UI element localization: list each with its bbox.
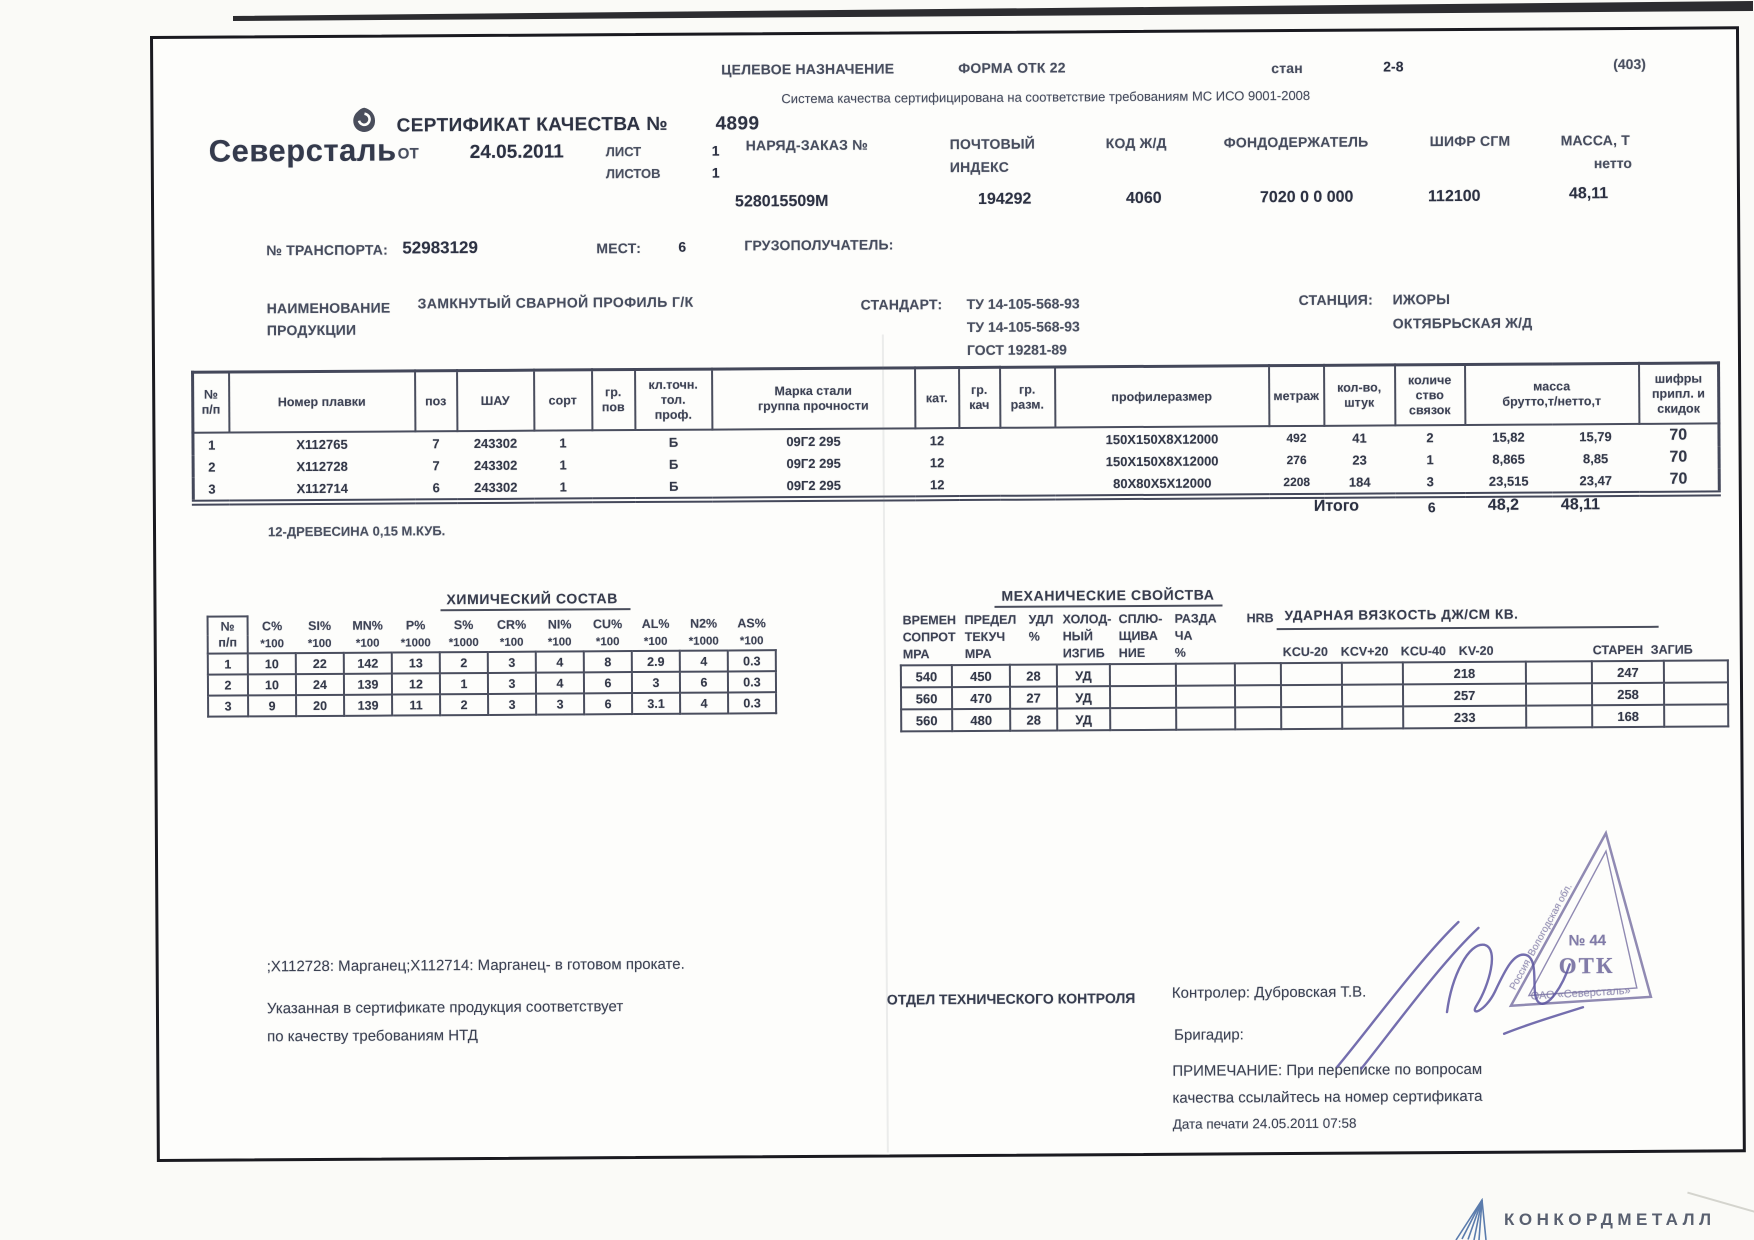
stamp-org-text: ОАО «Северсталь»: [1530, 984, 1631, 1003]
places-label: МЕСТ:: [596, 240, 642, 257]
table-cell: 6: [432, 479, 440, 495]
table-cell: 139: [344, 674, 392, 695]
table-cell: Б: [668, 456, 679, 472]
mech-col-header-tensile: ВРЕМЕН СОПРОТ МРА: [902, 613, 957, 662]
table-cell: [592, 475, 635, 500]
chem-element: C%: [261, 618, 283, 633]
table-cell: 7: [432, 457, 440, 473]
table-row: [901, 704, 1728, 731]
table-cell: УД: [1057, 686, 1110, 708]
stan-label: стан: [1271, 59, 1303, 77]
places-value: 6: [678, 238, 687, 255]
standard-value-2: ТУ 14-105-568-93: [966, 318, 1080, 336]
postal-label-2: ИНДЕКС: [949, 158, 1010, 176]
table-cell: Б: [669, 478, 679, 494]
table-cell: [959, 473, 1000, 498]
impact-col-kcu20: KCU-20: [1282, 644, 1328, 660]
table-cell: [1664, 660, 1728, 682]
table-cell: 218: [1403, 662, 1526, 685]
table-cell: 3: [488, 694, 536, 715]
aging-col-label: СТАРЕН: [1592, 642, 1644, 658]
col-header-metrage: метраж: [1269, 365, 1324, 426]
table-cell: 20: [296, 695, 344, 716]
fund-holder-value: 7020 0 0 000: [1259, 188, 1354, 207]
table-cell: 8,85: [1582, 450, 1609, 466]
table-cell: 12: [929, 432, 945, 448]
table-cell: 2: [440, 652, 488, 673]
remark-line2: качества ссылайтесь на номер сертификата: [1172, 1087, 1483, 1107]
table-cell: 276: [1286, 452, 1307, 468]
konkord-logo-text: КОНКОРДМЕТАЛЛ: [1504, 1210, 1716, 1229]
table-cell: 168: [1592, 705, 1664, 727]
table-cell: [1281, 663, 1342, 685]
table-cell: [1342, 662, 1403, 684]
table-cell: 11: [392, 694, 440, 715]
table-cell: 09Г2 295: [786, 477, 841, 493]
table-cell: 450: [952, 665, 1010, 687]
mass-label: МАССА, Т: [1560, 131, 1631, 149]
station-railway-value: ОКТЯБРЬСКАЯ Ж/Д: [1392, 314, 1533, 332]
controller-line: Контролер: Дубровская Т.В.: [1171, 983, 1367, 1002]
table-cell: 3: [632, 672, 680, 693]
table-cell: 2.9: [632, 651, 680, 672]
table-cell: 0.3: [728, 650, 776, 671]
stamp-otk-text: ОТК: [1558, 953, 1615, 979]
standard-value-1: ТУ 14-105-568-93: [966, 295, 1080, 313]
total-brutto: 48,2: [1487, 496, 1520, 514]
table-cell: [1000, 450, 1055, 472]
signature: [1298, 915, 1599, 1077]
scan-edge-band: [0, 0, 1754, 26]
form-label: ФОРМА ОТК 22: [958, 59, 1066, 77]
mech-table-body: [901, 660, 1728, 731]
konkord-logo-icon: [1450, 1198, 1500, 1240]
mech-section-title: МЕХАНИЧЕСКИЕ СВОЙСТВА: [1001, 586, 1215, 604]
chem-multiplier: *1000: [400, 636, 431, 650]
table-cell: 23: [1352, 452, 1367, 468]
table-cell: 28: [1010, 708, 1057, 730]
chem-element: AL%: [641, 616, 670, 631]
table-cell: 560: [901, 709, 952, 731]
table-row: [193, 363, 1719, 433]
certificate-title: СЕРТИФИКАТ КАЧЕСТВА №: [396, 113, 668, 137]
conformity-note-line1: Указанная в сертификате продукция соответствует: [266, 998, 624, 1018]
col-header-bundles: количе ство связок: [1395, 364, 1465, 425]
table-cell: 23,47: [1579, 472, 1613, 488]
table-cell: 1: [1426, 451, 1434, 467]
mech-title-underline: [994, 604, 1222, 607]
chem-section-title: ХИМИЧЕСКИЙ СОСТАВ: [446, 590, 618, 608]
chem-table: [207, 612, 778, 718]
table-cell: 70: [1669, 448, 1688, 466]
table-cell: 09Г2 295: [786, 433, 841, 449]
sgm-code-label: ШИФР СГМ: [1429, 132, 1511, 150]
table-cell: 247: [1592, 661, 1664, 683]
table-row: [208, 692, 776, 716]
product-table-body: [193, 423, 1719, 502]
iso-certification-line: Система качества сертифицирована на соответствие требованиям МС ИСО 9001-2008: [781, 87, 1311, 107]
table-cell: 3: [488, 652, 536, 673]
chem-element: SI%: [308, 618, 332, 633]
certificate-number: 4899: [715, 113, 760, 135]
table-cell: 243302: [474, 479, 518, 495]
chem-multiplier: *100: [547, 636, 572, 649]
impact-col-kcu40: KCU-40: [1400, 644, 1446, 659]
brand-wordmark: Северсталь: [208, 132, 397, 169]
table-cell: 12: [392, 673, 440, 694]
table-cell: 10: [248, 674, 296, 695]
table-cell: 492: [1286, 430, 1307, 446]
chem-element: MN%: [352, 618, 383, 633]
table-cell: 2: [440, 694, 488, 715]
chem-multiplier: *100: [260, 637, 285, 651]
table-cell: 2: [1426, 429, 1434, 445]
product-table-header: [193, 363, 1719, 433]
table-cell: 1: [208, 437, 216, 453]
table-cell: 09Г2 295: [786, 455, 841, 471]
col-header-codes: шифры припл. и скидок: [1639, 363, 1719, 424]
table-cell: 22: [296, 653, 344, 674]
mech-col-header-elongation: УДЛ %: [1028, 612, 1054, 644]
impact-col-kcv20: KCV+20: [1340, 644, 1389, 659]
table-cell: [1000, 472, 1055, 497]
order-label: НАРЯД-ЗАКАЗ №: [745, 136, 869, 154]
table-cell: [1176, 663, 1235, 685]
table-cell: [959, 451, 1000, 473]
chem-element: AS%: [737, 615, 766, 631]
table-cell: [592, 430, 635, 453]
table-cell: 9: [248, 695, 296, 716]
col-header-kat: кат.: [915, 368, 959, 429]
table-cell: [1526, 683, 1592, 705]
table-cell: 23,515: [1488, 473, 1529, 489]
chem-element: CU%: [592, 616, 623, 631]
chem-num-header: № п/п: [208, 616, 248, 653]
fund-holder-label: ФОНДОДЕРЖАТЕЛЬ: [1223, 133, 1369, 151]
product-table: [191, 361, 1721, 505]
impact-title: УДАРНАЯ ВЯЗКОСТЬ ДЖ/СМ КВ.: [1284, 606, 1519, 624]
chem-title-underline: [441, 608, 631, 611]
chem-table-header: [208, 613, 776, 654]
table-cell: 13: [392, 652, 440, 673]
col-header-grkach: гр. кач: [959, 367, 1000, 428]
table-cell: 4: [680, 651, 728, 672]
chem-element: N2%: [690, 616, 718, 631]
table-cell: УД: [1057, 664, 1110, 686]
rail-code-label: КОД Ж/Д: [1105, 134, 1167, 152]
table-cell: 1: [559, 456, 567, 473]
impact-title-underline: [1277, 626, 1659, 630]
table-cell: 1: [559, 434, 567, 451]
table-cell: 4: [680, 693, 728, 714]
table-cell: [1176, 707, 1235, 729]
table-cell: [1110, 708, 1176, 730]
table-cell: [1235, 663, 1281, 685]
table-cell: 2: [208, 675, 248, 696]
table-cell: 150Х150Х8Х12000: [1105, 430, 1219, 447]
table-cell: 540: [901, 665, 952, 687]
transport-value: 52983129: [402, 238, 478, 258]
table-cell: 258: [1592, 683, 1664, 705]
mech-col-header-flattening: СПЛЮ- ЩИВА НИЕ: [1118, 611, 1163, 661]
table-cell: 4: [536, 652, 584, 673]
table-cell: Х112714: [296, 480, 348, 496]
table-cell: [1526, 661, 1592, 683]
chem-element: NI%: [547, 617, 572, 632]
severstal-logo-icon: [349, 106, 379, 136]
mass-netto-label: нетто: [1593, 154, 1632, 172]
mech-col-header-hrb: HRB: [1246, 611, 1274, 626]
sheets-label: ЛИСТОВ: [605, 165, 661, 182]
table-cell: 3: [208, 481, 216, 497]
table-cell: 3: [1426, 473, 1434, 489]
table-cell: 3.1: [632, 693, 680, 714]
transport-label: № ТРАНСПОРТА:: [266, 241, 388, 259]
print-date-line: Дата печати 24.05.2011 07:58: [1172, 1115, 1357, 1132]
table-cell: 8,865: [1492, 451, 1525, 467]
postal-label-1: ПОЧТОВЫЙ: [949, 135, 1036, 153]
table-cell: 257: [1403, 684, 1526, 707]
table-cell: Х112765: [296, 436, 348, 452]
table-cell: [1110, 686, 1176, 708]
table-cell: 6: [680, 672, 728, 693]
table-cell: [1281, 685, 1342, 707]
col-header-mass: масса брутто,т/нетто,т: [1465, 363, 1639, 425]
from-label: ОТ: [397, 145, 420, 163]
col-header-kltochn: кл.точн. тол. проф.: [635, 369, 712, 430]
mech-col-header-yield: ПРЕДЕЛ ТЕКУЧ МРА: [964, 612, 1017, 662]
table-cell: 2208: [1283, 474, 1311, 490]
chem-element: S%: [453, 617, 474, 632]
table-cell: 24: [296, 674, 344, 695]
table-cell: 3: [488, 673, 536, 694]
table-cell: 3: [536, 694, 584, 715]
impact-col-kv20: KV-20: [1458, 643, 1494, 659]
table-cell: 80Х80Х5Х12000: [1113, 475, 1212, 491]
table-cell: [1664, 704, 1728, 726]
table-cell: [1526, 705, 1592, 727]
chem-multiplier: *1000: [448, 636, 479, 649]
table-cell: Х112728: [296, 458, 348, 474]
product-name-label-2: ПРОДУКЦИИ: [266, 321, 357, 339]
table-cell: [1176, 685, 1235, 707]
sheet-label: ЛИСТ: [605, 144, 642, 160]
total-label: Итого: [1313, 497, 1360, 515]
table-cell: 560: [901, 687, 952, 709]
table-cell: 15,82: [1492, 429, 1525, 445]
standard-value-3: ГОСТ 19281-89: [966, 341, 1067, 359]
consignee-label: ГРУЗОПОЛУЧАТЕЛЬ:: [744, 236, 894, 254]
table-cell: 243302: [473, 435, 518, 451]
table-cell: 1: [208, 654, 248, 675]
table-cell: [1664, 682, 1728, 704]
col-header-sort: сорт: [534, 370, 592, 431]
table-cell: 15,79: [1579, 428, 1612, 444]
chem-element: CR%: [496, 617, 527, 632]
chem-multiplier: *100: [499, 636, 524, 649]
table-cell: 2: [208, 459, 216, 475]
table-cell: 28: [1010, 664, 1057, 686]
table-cell: 480: [952, 709, 1010, 731]
conformity-note-line2: по качеству требованиям НТД: [267, 1027, 478, 1046]
table-cell: 184: [1348, 474, 1371, 490]
table-cell: [1110, 664, 1176, 686]
order-value: 528015509М: [734, 192, 829, 211]
postal-value: 194292: [977, 190, 1032, 208]
table-cell: 243302: [473, 457, 518, 473]
table-cell: [959, 428, 1000, 451]
chem-multiplier: *100: [643, 635, 668, 648]
mech-table: [900, 659, 1729, 732]
col-header-qty: кол-во, штук: [1324, 365, 1395, 426]
table-cell: 70: [1669, 426, 1688, 444]
col-header-heat: Номер плавки: [229, 371, 415, 433]
table-cell: 150Х150Х8Х12000: [1105, 452, 1219, 469]
chem-multiplier: *100: [739, 634, 764, 648]
purpose-label: ЦЕЛЕВОЕ НАЗНАЧЕНИЕ: [721, 60, 895, 78]
chem-table-body: [208, 650, 776, 716]
table-cell: [1342, 684, 1403, 706]
table-cell: 470: [952, 687, 1010, 709]
chem-multiplier: *100: [307, 637, 332, 650]
table-cell: 4: [536, 673, 584, 694]
station-value: ИЖОРЫ: [1392, 291, 1451, 308]
table-cell: 0.3: [728, 692, 776, 713]
table-cell: 8: [584, 651, 632, 672]
table-cell: [1281, 707, 1342, 729]
manganese-note: ;Х112728: Марганец;Х112714: Марганец- в готовом прокате.: [266, 955, 685, 976]
wood-note: 12-ДРЕВЕСИНА 0,15 М.КУБ.: [267, 523, 446, 540]
table-cell: Б: [668, 434, 679, 450]
mech-col-header-coldbend: ХОЛОД- НЫЙ ИЗГИБ: [1062, 612, 1112, 661]
col-header-pos: поз: [415, 371, 457, 432]
stamp-number: № 44: [1568, 932, 1607, 950]
rail-code-value: 4060: [1125, 189, 1162, 208]
sheet-value: 1: [711, 142, 720, 159]
table-cell: [1235, 707, 1281, 729]
mass-value: 48,11: [1568, 185, 1609, 203]
table-cell: 139: [344, 695, 392, 716]
certificate-date: 24.05.2011: [469, 141, 564, 164]
form-code: (403): [1613, 55, 1646, 73]
sgm-code-value: 112100: [1427, 187, 1481, 206]
table-cell: [592, 453, 635, 475]
stan-value: 2-8: [1383, 58, 1404, 75]
col-header-grpov: гр. пов: [592, 370, 635, 431]
table-cell: 1: [559, 478, 567, 495]
col-header-grade: Марка стали группа прочности: [712, 368, 915, 430]
stamp-region-text: Россия, Вологодская обл.: [1507, 881, 1575, 992]
table-cell: 41: [1352, 430, 1367, 446]
chem-element: P%: [405, 617, 426, 633]
sheets-value: 1: [711, 164, 720, 181]
total-bundles: 6: [1427, 499, 1436, 516]
col-header-num: № п/п: [193, 372, 229, 433]
table-cell: 0.3: [728, 671, 776, 692]
table-cell: [1235, 685, 1281, 707]
certificate-sheet: [150, 26, 1746, 1162]
table-cell: 6: [584, 693, 632, 714]
table-cell: 3: [208, 696, 248, 717]
col-header-shau: ШАУ: [457, 370, 534, 431]
table-cell: УД: [1057, 708, 1110, 730]
table-cell: 142: [344, 653, 392, 674]
table-cell: 233: [1403, 706, 1526, 729]
chem-multiplier: *100: [355, 637, 380, 650]
standard-label: СТАНДАРТ:: [860, 296, 943, 313]
total-netto: 48,11: [1560, 496, 1601, 514]
col-header-grrazm: гр. разм.: [1000, 367, 1055, 428]
brigadier-line: Бригадир:: [1174, 1026, 1244, 1044]
table-cell: [1000, 427, 1055, 450]
bend-col-label: ЗАГИБ: [1650, 642, 1693, 657]
table-cell: 10: [248, 653, 296, 674]
table-cell: [1342, 706, 1403, 728]
table-cell: 27: [1010, 686, 1057, 708]
table-cell: 1: [440, 673, 488, 694]
product-name-label-1: НАИМЕНОВАНИЕ: [266, 299, 391, 317]
table-cell: 70: [1669, 470, 1688, 488]
quality-dept-label: ОТДЕЛ ТЕХНИЧЕСКОГО КОНТРОЛЯ: [886, 989, 1136, 1008]
station-label: СТАНЦИЯ:: [1298, 291, 1373, 308]
table-cell: 12: [929, 476, 945, 492]
mech-col-header-expansion: РАЗДА ЧА %: [1174, 611, 1217, 660]
table-cell: 6: [584, 672, 632, 693]
product-name-value: ЗАМКНУТЫЙ СВАРНОЙ ПРОФИЛЬ Г/К: [417, 293, 694, 312]
table-cell: 7: [432, 435, 440, 451]
chem-multiplier: *100: [595, 635, 620, 648]
remark-line1: ПРИМЕЧАНИЕ: При переписке по вопросам: [1172, 1060, 1483, 1080]
col-header-profile-size: профилеразмер: [1055, 366, 1269, 428]
table-cell: 12: [929, 454, 945, 470]
chem-multiplier: *1000: [688, 635, 719, 648]
